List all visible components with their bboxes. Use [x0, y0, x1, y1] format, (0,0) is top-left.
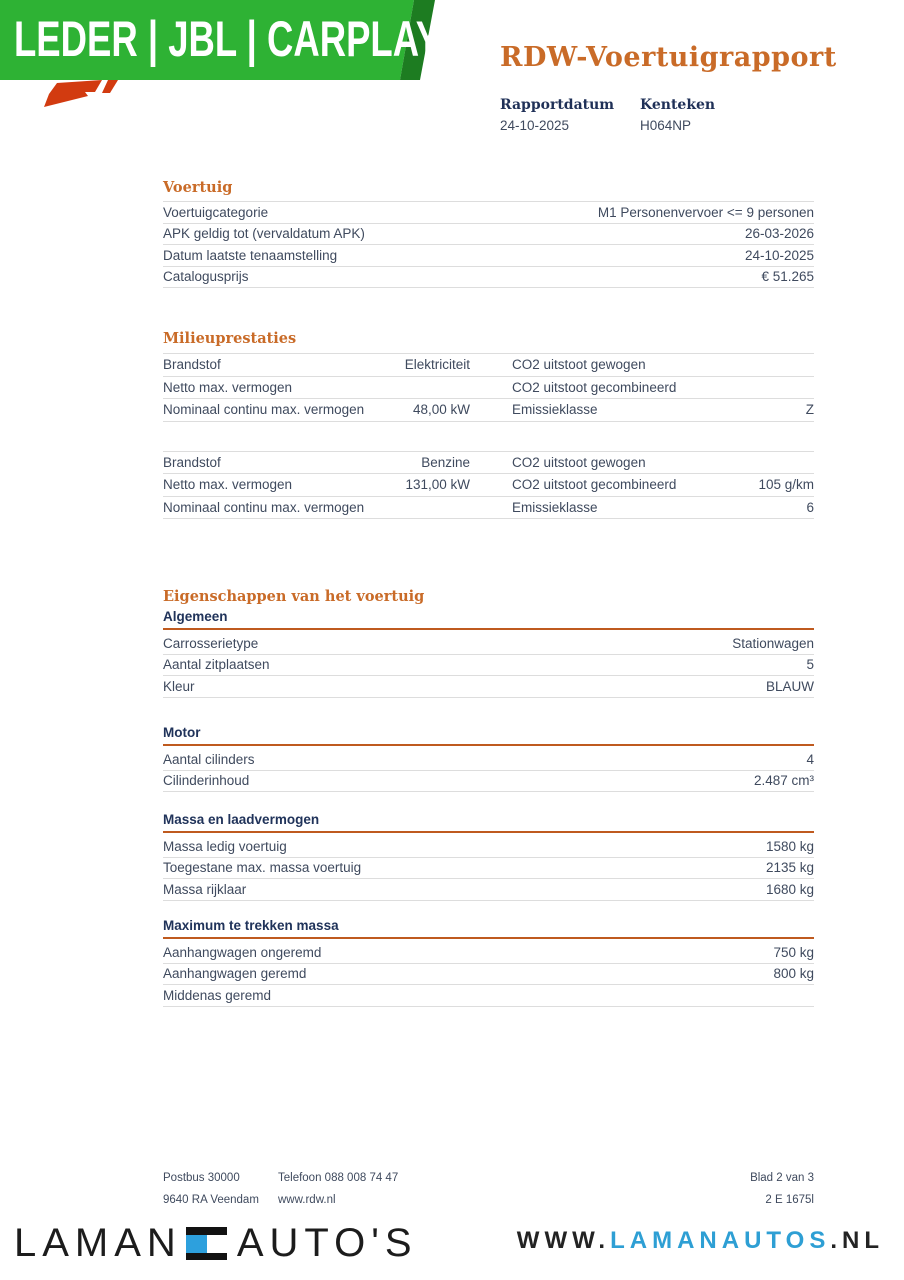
kenteken-label: Kenteken	[640, 97, 716, 113]
row-value: 2135 kg	[765, 860, 814, 876]
row-label: APK geldig tot (vervaldatum APK)	[163, 226, 365, 242]
row-value: BLAUW	[765, 678, 814, 694]
row-value: Stationwagen	[732, 635, 814, 651]
subsection-algemeen-title: Algemeen	[163, 609, 814, 630]
subsection-massa	[163, 812, 814, 901]
row-value: 4	[806, 751, 814, 767]
row-label: Toegestane max. massa voertuig	[163, 860, 362, 876]
website-prefix: WWW.	[516, 1227, 611, 1254]
row-value: 24-10-2025	[744, 247, 814, 263]
subsection-motor-title: Motor	[163, 725, 814, 746]
row-label: CO2 uitstoot gewogen	[512, 357, 646, 373]
row-label: Nominaal continu max. vermogen	[163, 402, 365, 418]
dealer-logo	[14, 1221, 418, 1266]
table-row	[163, 858, 814, 880]
row-value: Elektriciteit	[404, 357, 470, 373]
rdw-footer-line2-clipped	[163, 1194, 814, 1203]
row-label: Netto max. vermogen	[163, 477, 293, 493]
row-label: CO2 uitstoot gecombineerd	[512, 379, 677, 395]
dealer-logo-mark-icon	[186, 1227, 227, 1260]
massa-table	[163, 836, 814, 901]
footer-telefoon: Telefoon 088 008 74 47	[278, 1172, 399, 1184]
row-value: Benzine	[421, 454, 470, 470]
row-value: 6	[806, 499, 814, 515]
milieu-table-benzine	[163, 451, 814, 520]
table-row	[163, 771, 814, 793]
subsection-massa-title: Massa en laadvermogen	[163, 812, 814, 833]
row-value: 131,00 kW	[405, 477, 470, 493]
row-label: Middenas geremd	[163, 987, 272, 1003]
subsection-motor	[163, 725, 814, 792]
table-row	[163, 964, 814, 986]
row-value: 2.487 cm³	[753, 773, 814, 789]
footer-postbus: Postbus 30000	[163, 1172, 240, 1184]
row-value: 750 kg	[773, 944, 814, 960]
subsection-algemeen	[163, 609, 814, 698]
table-row	[163, 676, 814, 698]
table-row	[163, 985, 814, 1007]
table-row	[163, 942, 814, 964]
voertuig-table	[163, 201, 814, 288]
row-value: 48,00 kW	[412, 402, 470, 418]
table-row	[163, 245, 814, 267]
subsection-trekken-massa	[163, 918, 814, 1007]
report-date-value: 24-10-2025	[500, 118, 570, 133]
dealer-website-url	[517, 1227, 884, 1255]
row-label: Aantal zitplaatsen	[163, 657, 270, 673]
banner-feature-text: LEDER | JBL | CARPLAY	[14, 11, 441, 67]
dealer-feature-banner	[0, 0, 441, 80]
row-label: Netto max. vermogen	[163, 379, 293, 395]
section-milieuprestaties	[163, 331, 814, 519]
table-row	[163, 267, 814, 289]
trekken-massa-table	[163, 942, 814, 1007]
website-suffix: .NL	[830, 1227, 884, 1254]
section-eigenschappen	[163, 589, 814, 605]
table-row	[163, 655, 814, 677]
row-label: CO2 uitstoot gewogen	[512, 454, 646, 470]
website-name: LAMANAUTOS	[610, 1227, 831, 1254]
row-value: 800 kg	[773, 966, 814, 982]
row-value: 26-03-2026	[744, 226, 814, 242]
dealer-logo-text-left: LAMAN	[14, 1221, 182, 1265]
table-row	[163, 633, 814, 655]
row-label: Kleur	[163, 678, 195, 694]
row-label: Carrosserietype	[163, 635, 259, 651]
row-label: Catalogusprijs	[163, 269, 249, 285]
section-voertuig	[163, 180, 814, 288]
table-row	[163, 497, 814, 520]
row-label: Emissieklasse	[512, 402, 598, 418]
section-eigenschappen-title: Eigenschappen van het voertuig	[163, 588, 425, 605]
dealer-logo-text-right: AUTO'S	[236, 1221, 418, 1265]
row-label: Aanhangwagen geremd	[163, 966, 307, 982]
dealer-footer-band	[0, 1203, 904, 1280]
table-row	[163, 377, 814, 400]
table-row	[163, 399, 814, 422]
row-label: Emissieklasse	[512, 499, 598, 515]
row-label: Aantal cilinders	[163, 751, 255, 767]
row-label: Massa ledig voertuig	[163, 838, 287, 854]
rdw-logo-swoosh-icon	[40, 80, 130, 110]
table-row	[163, 836, 814, 858]
row-label: Datum laatste tenaamstelling	[163, 247, 338, 263]
subsection-trekken-massa-title: Maximum te trekken massa	[163, 918, 814, 939]
report-date-label: Rapportdatum	[500, 97, 615, 113]
footer-address: 9640 RA Veendam	[163, 1194, 259, 1203]
row-value: 1680 kg	[765, 881, 814, 897]
section-voertuig-title: Voertuig	[163, 179, 233, 196]
kenteken-value: H064NP	[640, 118, 692, 133]
milieu-table-elektriciteit	[163, 353, 814, 422]
footer-page-number: Blad 2 van 3	[750, 1172, 814, 1184]
row-label: Brandstof	[163, 454, 221, 470]
row-label: Aanhangwagen ongeremd	[163, 944, 322, 960]
footer-form-code: 2 E 1675l	[765, 1194, 814, 1203]
table-row	[163, 202, 814, 224]
footer-website: www.rdw.nl	[278, 1194, 336, 1203]
table-row	[163, 474, 814, 497]
row-label: Voertuigcategorie	[163, 204, 269, 220]
row-value: 1580 kg	[765, 838, 814, 854]
row-label: Nominaal continu max. vermogen	[163, 499, 365, 515]
row-value: € 51.265	[761, 269, 814, 285]
row-value: M1 Personenvervoer <= 9 personen	[597, 204, 814, 220]
row-value: 105 g/km	[758, 477, 814, 493]
row-label: CO2 uitstoot gecombineerd	[512, 477, 677, 493]
section-milieuprestaties-title: Milieuprestaties	[163, 330, 297, 347]
row-label: Massa rijklaar	[163, 881, 247, 897]
table-row	[163, 452, 814, 475]
motor-table	[163, 749, 814, 792]
page-title: RDW-Voertuigrapport	[500, 42, 837, 73]
row-value: Z	[805, 402, 814, 418]
algemeen-table	[163, 633, 814, 698]
row-value: 5	[806, 657, 814, 673]
table-row	[163, 224, 814, 246]
row-label: Cilinderinhoud	[163, 773, 250, 789]
row-label: Brandstof	[163, 357, 221, 373]
table-row	[163, 879, 814, 901]
table-row	[163, 749, 814, 771]
table-row	[163, 354, 814, 377]
